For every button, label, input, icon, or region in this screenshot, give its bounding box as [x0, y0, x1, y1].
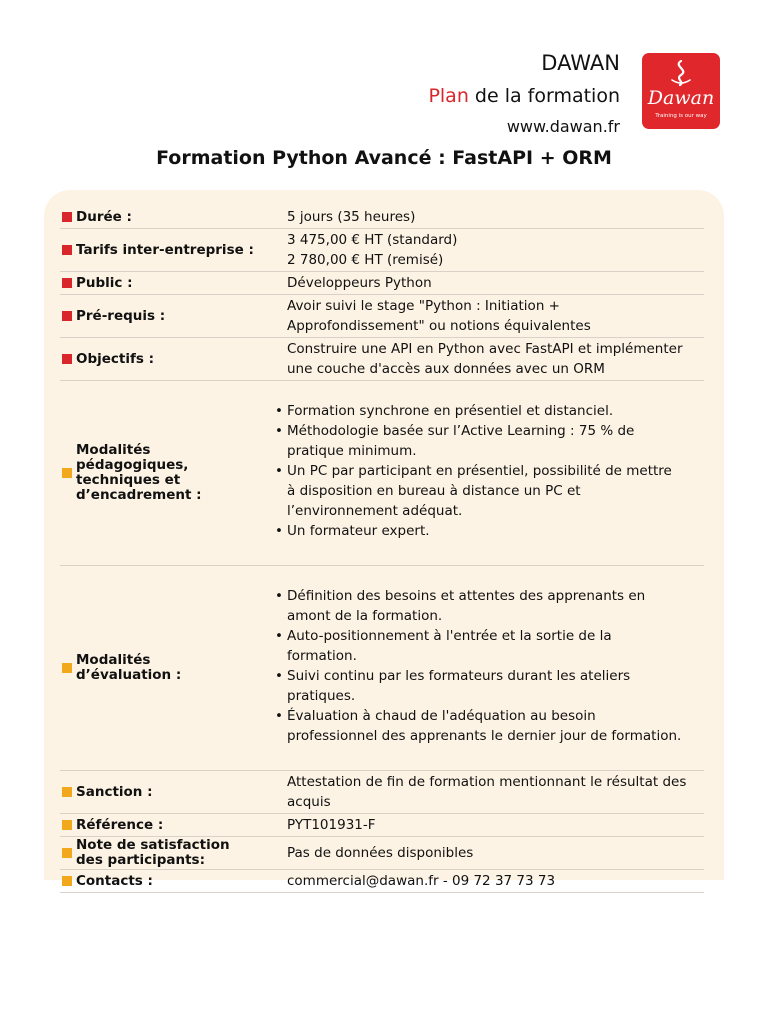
contacts-value-cell [268, 870, 704, 893]
tarifs-value-line: 3 475,00 € HT (standard) [287, 232, 458, 248]
objectifs-value-line: Construire une API en Python avec FastAPI et implémenter [287, 341, 683, 357]
red-square-bullet-icon [62, 212, 72, 222]
satisfaction-value-cell [268, 837, 704, 870]
plan-rest: de la formation [468, 85, 620, 107]
sanction-value-line: acquis [287, 794, 331, 810]
duree-label [62, 210, 268, 225]
row-public [60, 272, 704, 295]
tarifs-value-cell [268, 229, 704, 272]
bullet-text-line: l’environnement adéquat. [287, 503, 463, 519]
duree-label-cell [60, 206, 268, 229]
row-prerequis [60, 295, 704, 338]
bullet-item [275, 521, 704, 541]
public-label [62, 276, 268, 291]
bullet-item [275, 586, 704, 626]
logo-tagline: Training is our way [655, 113, 707, 119]
sanction-value-line: Attestation de fin de formation mentionnant le résultat des [287, 774, 687, 790]
bullet-dot-icon: • [275, 588, 283, 604]
reference-label [62, 818, 268, 833]
modalites-evaluation-label [62, 653, 268, 683]
bullet-text-line: Suivi continu par les formateurs durant les ateliers [287, 668, 631, 684]
bullet-text-line: Méthodologie basée sur l’Active Learning : 75 % de [287, 423, 635, 439]
website-link[interactable]: www.dawan.fr [506, 117, 620, 136]
bullet-text-line: professionnel des apprenants le dernier jour de formation. [287, 728, 682, 744]
prerequis-value-line: Approfondissement" ou notions équivalentes [287, 318, 591, 334]
sanction-label-text: Sanction : [76, 783, 153, 800]
bullet-text [287, 706, 681, 746]
bullet-item [275, 626, 704, 666]
row-modalites-pedagogiques [60, 381, 704, 566]
orange-square-bullet-icon [62, 848, 72, 858]
modalites-pedagogiques-label [62, 443, 268, 503]
bullet-text-line: amont de la formation. [287, 608, 443, 624]
bullet-text-line: Formation synchrone en présentiel et distanciel. [287, 403, 614, 419]
modalites-pedagogiques-value-cell [268, 381, 704, 566]
bullet-text [287, 461, 672, 521]
objectifs-value-cell [268, 338, 704, 381]
modalites-pedagogiques-label-cell [60, 381, 268, 566]
bullet-text-line: pratique minimum. [287, 443, 417, 459]
bullet-dot-icon: • [275, 708, 283, 724]
row-contacts [60, 870, 704, 893]
document-title: Formation Python Avancé : FastAPI + ORM [156, 147, 612, 169]
satisfaction-label-text: Note de satisfaction des participants: [76, 837, 230, 868]
reference-value-line: PYT101931-F [287, 817, 376, 833]
bullet-text [287, 401, 613, 421]
row-satisfaction [60, 837, 704, 870]
duree-value-cell [268, 206, 704, 229]
contacts-label-cell [60, 870, 268, 893]
bullet-text-line: Définition des besoins et attentes des apprenants en [287, 588, 646, 604]
course-details-table [60, 206, 704, 893]
bullet-text [287, 521, 430, 541]
bullet-dot-icon: • [275, 403, 283, 419]
bullet-dot-icon: • [275, 668, 283, 684]
bullet-item [275, 666, 704, 706]
objectifs-label [62, 352, 268, 367]
bullet-item [275, 421, 704, 461]
red-square-bullet-icon [62, 311, 72, 321]
contacts-label-text: Contacts : [76, 872, 153, 889]
objectifs-value-line: une couche d'accès aux données avec un ORM [287, 361, 605, 377]
sanction-label [62, 785, 268, 800]
dawan-logo [642, 53, 720, 129]
red-square-bullet-icon [62, 354, 72, 364]
bullet-text-line: à disposition en bureau à distance un PC et [287, 483, 581, 499]
tarifs-label-cell [60, 229, 268, 272]
bullet-dot-icon: • [275, 628, 283, 644]
bullet-item [275, 706, 704, 746]
objectifs-label-text: Objectifs : [76, 350, 155, 367]
tarifs-value-line: 2 780,00 € HT (remisé) [287, 252, 444, 268]
bullet-text-line: Un formateur expert. [287, 523, 430, 539]
bullet-dot-icon: • [275, 463, 283, 479]
row-objectifs [60, 338, 704, 381]
logo-wordmark: Dawan [647, 87, 715, 109]
course-details-panel [44, 190, 724, 889]
satisfaction-label [62, 838, 268, 868]
document-header [428, 48, 620, 140]
bullet-item [275, 401, 704, 421]
satisfaction-label-cell [60, 837, 268, 870]
public-value-cell [268, 272, 704, 295]
plan-heading [428, 78, 620, 114]
bullet-text [287, 626, 612, 666]
bullet-text-line: Auto-positionnement à l'entrée et la sortie de la [287, 628, 612, 644]
bullet-item [275, 461, 704, 521]
tarifs-label-text: Tarifs inter-entreprise : [76, 241, 254, 258]
red-square-bullet-icon [62, 245, 72, 255]
orange-square-bullet-icon [62, 820, 72, 830]
objectifs-label-cell [60, 338, 268, 381]
plan-word: Plan [428, 85, 469, 107]
duree-label-text: Durée : [76, 208, 132, 225]
modalites-evaluation-bullet-list [275, 586, 704, 746]
row-reference [60, 814, 704, 837]
sanction-label-cell [60, 771, 268, 814]
bullet-text-line: Évaluation à chaud de l'adéquation au besoin [287, 708, 596, 724]
reference-label-text: Référence : [76, 816, 164, 833]
bullet-text-line: pratiques. [287, 688, 356, 704]
prerequis-label [62, 309, 268, 324]
contacts-label [62, 874, 268, 889]
public-label-text: Public : [76, 274, 133, 291]
bullet-text [287, 586, 645, 626]
public-value-line: Développeurs Python [287, 275, 432, 291]
row-duree [60, 206, 704, 229]
duree-value-line: 5 jours (35 heures) [287, 209, 416, 225]
bullet-text [287, 666, 630, 706]
prerequis-label-cell [60, 295, 268, 338]
modalites-pedagogiques-bullet-list [275, 401, 704, 541]
prerequis-value-line: Avoir suivi le stage "Python : Initiation + [287, 298, 560, 314]
reference-label-cell [60, 814, 268, 837]
modalites-evaluation-label-text: Modalités d’évaluation : [76, 652, 182, 683]
sanction-value-cell [268, 771, 704, 814]
orange-square-bullet-icon [62, 663, 72, 673]
red-square-bullet-icon [62, 278, 72, 288]
bullet-dot-icon: • [275, 423, 283, 439]
satisfaction-value-line: Pas de données disponibles [287, 845, 474, 861]
row-tarifs [60, 229, 704, 272]
row-modalites-evaluation [60, 566, 704, 771]
bullet-text [287, 421, 634, 461]
bullet-text-line: formation. [287, 648, 357, 664]
reference-value-cell [268, 814, 704, 837]
orange-square-bullet-icon [62, 787, 72, 797]
prerequis-label-text: Pré-requis : [76, 307, 166, 324]
bullet-text-line: Un PC par participant en présentiel, possibilité de mettre [287, 463, 672, 479]
prerequis-value-cell [268, 295, 704, 338]
modalites-pedagogiques-label-text: Modalités pédagogiques, techniques et d’encadrement : [76, 442, 202, 503]
brand-name: DAWAN [541, 51, 620, 75]
row-sanction [60, 771, 704, 814]
orange-square-bullet-icon [62, 876, 72, 886]
contacts-value-line: commercial@dawan.fr - 09 72 37 73 73 [287, 873, 556, 889]
bullet-dot-icon: • [275, 523, 283, 539]
modalites-evaluation-label-cell [60, 566, 268, 771]
tarifs-label [62, 243, 268, 258]
orange-square-bullet-icon [62, 468, 72, 478]
modalites-evaluation-value-cell [268, 566, 704, 771]
public-label-cell [60, 272, 268, 295]
